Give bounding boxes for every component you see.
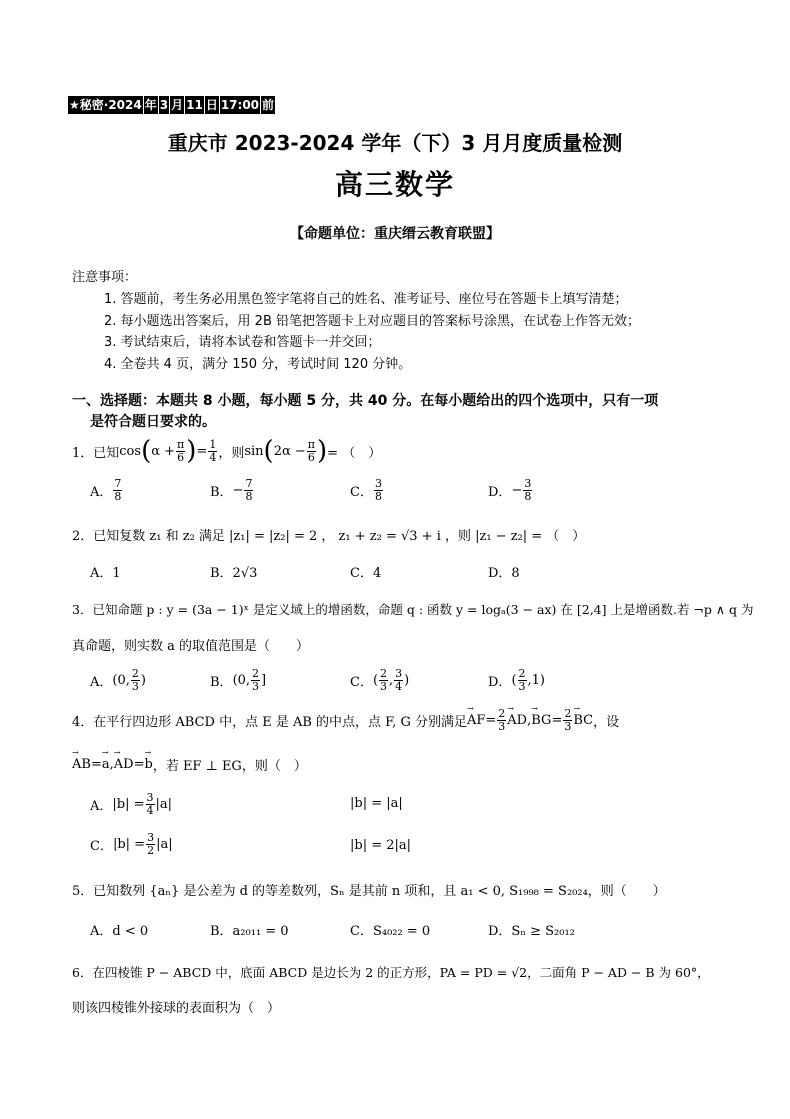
secret-part: 日 xyxy=(205,98,218,112)
option-c[interactable] xyxy=(350,478,384,503)
notice-item: 3. 考试结束后，请将本试卷和答题卡一并交回； xyxy=(104,335,381,350)
question-3-cont: 真命题，则实数 a 的取值范围是（ ） xyxy=(72,639,310,654)
interval-left: ( xyxy=(511,673,517,688)
section-heading-cont: 是符合题日要求的。 xyxy=(90,414,216,430)
option-a[interactable] xyxy=(90,792,172,817)
vector-ad: → AD xyxy=(507,713,527,728)
option-label: C． xyxy=(350,485,373,500)
numerator: 2 xyxy=(564,707,572,720)
denominator: 6 xyxy=(307,450,315,464)
fraction xyxy=(394,668,403,693)
fraction xyxy=(113,478,122,503)
option-label: C． xyxy=(350,675,373,690)
issuer: 【命题单位：重庆缙云教育联盟】 xyxy=(290,226,500,242)
question-4-cont xyxy=(72,755,307,774)
option-d[interactable]: D．Sₙ ≥ S₂₀₁₂ xyxy=(488,924,575,939)
paren-right: ) xyxy=(186,436,197,466)
numerator: 2 xyxy=(252,667,260,680)
option-c[interactable]: C．4 xyxy=(350,566,382,581)
option-label: A． xyxy=(90,799,113,814)
numerator: 7 xyxy=(245,477,253,490)
equals: = xyxy=(196,443,208,459)
option-b[interactable]: B．2√3 xyxy=(210,566,258,581)
fraction xyxy=(244,478,253,503)
fraction xyxy=(374,478,383,503)
fraction xyxy=(307,439,316,464)
question-6-cont: 则该四棱锥外接球的表面积为（ ） xyxy=(72,1001,281,1016)
comma: , xyxy=(389,673,394,688)
option-a[interactable]: A．d < 0 xyxy=(90,924,149,939)
vector-bg: → BG xyxy=(531,713,551,728)
question-2: 2．已知复数 z₁ 和 z₂ 满足 |z₁| = |z₂| = 2 ， z₁ + z₂ = √3 + i ，则 |z₁ − z₂| = （ ） xyxy=(72,529,586,544)
numerator: 3 xyxy=(395,667,403,680)
fraction xyxy=(523,478,532,503)
numerator: 3 xyxy=(374,477,382,490)
q4-text: 4．在平行四边形 ABCD 中，点 E 是 AB 的中点，点 F, G 分别满足 xyxy=(72,715,467,730)
denominator: 4 xyxy=(209,450,217,464)
q1-tail: = （ ） xyxy=(327,445,382,461)
comma: , xyxy=(109,757,114,772)
option-a[interactable] xyxy=(90,478,123,503)
denominator: 8 xyxy=(524,490,532,503)
interval-left: (0, xyxy=(112,673,130,688)
secret-part: 年 xyxy=(144,98,157,112)
interval-left: (0, xyxy=(232,673,251,688)
option-label: B． xyxy=(210,675,233,690)
secret-part: 11 xyxy=(186,98,203,112)
fraction xyxy=(251,668,260,693)
sign: − xyxy=(511,483,523,498)
option-c[interactable] xyxy=(350,668,409,693)
option-label: A． xyxy=(90,675,113,690)
option-a[interactable] xyxy=(90,668,146,693)
q1-text: ，则 xyxy=(218,445,245,461)
question-4 xyxy=(72,708,619,733)
paren-right: ) xyxy=(317,436,328,466)
option-label: D． xyxy=(488,675,512,690)
question-6: 6．在四棱锥 P − ABCD 中，底面 ABCD 是边长为 2 的正方形，PA = PD = √2，二面角 P − AD − B 为 60°， xyxy=(72,965,710,980)
q4-text: ，设 xyxy=(593,715,620,730)
comma: , xyxy=(527,713,532,728)
option-label: D． xyxy=(488,485,512,500)
vector-b: → b xyxy=(144,757,152,772)
option-d[interactable]: |b| = 2|a| xyxy=(350,838,412,853)
denominator: 8 xyxy=(374,490,382,503)
fraction xyxy=(146,792,155,817)
option-expr: |b| = xyxy=(112,797,145,812)
interval-right: ) xyxy=(140,673,146,688)
denominator: 4 xyxy=(395,680,403,693)
subject-title: 高三数学 xyxy=(334,168,455,201)
fraction xyxy=(208,439,217,464)
exam-title: 重庆市 2023-2024 学年（下）3 月月度质量检测 xyxy=(167,131,623,155)
fraction xyxy=(131,668,140,693)
notice-item: 1. 答题前，考生务必用黑色签字笔将自己的姓名、准考证号、座位号在答题卡上填写清楚； xyxy=(104,292,628,307)
numerator: 2 xyxy=(498,707,506,720)
option-label: B． xyxy=(210,485,233,500)
denominator: 8 xyxy=(245,490,253,503)
secret-part: 3 xyxy=(159,98,169,112)
fraction xyxy=(176,439,185,464)
option-c[interactable]: C．S₄₀₂₂ = 0 xyxy=(350,924,431,939)
fraction xyxy=(518,668,527,693)
equals: = xyxy=(485,713,497,728)
denominator: 4 xyxy=(146,804,154,817)
option-b[interactable] xyxy=(210,668,266,693)
option-b[interactable]: B．a₂₀₁₁ = 0 xyxy=(210,924,289,939)
option-label: C． xyxy=(90,839,113,854)
option-expr: |a| xyxy=(156,837,173,852)
numerator: 2 xyxy=(131,667,139,680)
interval-right: ] xyxy=(261,673,267,688)
denominator: 3 xyxy=(380,680,388,693)
numerator: 1 xyxy=(209,437,217,451)
paren-left: ( xyxy=(141,436,152,466)
numerator: 3 xyxy=(524,477,532,490)
option-b[interactable]: |b| = |a| xyxy=(350,796,403,811)
option-label: A． xyxy=(90,485,113,500)
numerator: π xyxy=(307,437,316,451)
option-a[interactable]: A．1 xyxy=(90,566,121,581)
numerator: 7 xyxy=(114,477,122,490)
question-1 xyxy=(72,436,381,466)
denominator: 3 xyxy=(252,680,260,693)
fraction xyxy=(563,708,572,733)
option-expr: |b| = xyxy=(112,837,146,852)
q1-text: 1．已知 xyxy=(72,445,120,461)
q1-cos: cos xyxy=(119,443,142,459)
denominator: 3 xyxy=(131,680,139,693)
equals: = xyxy=(551,713,563,728)
question-5: 5．已知数列 {aₙ} 是公差为 d 的等差数列，Sₙ 是其前 n 项和，且 a₁ < 0, S₁₉₉₈ = S₂₀₂₄，则（ ） xyxy=(72,884,666,899)
option-b[interactable] xyxy=(210,478,254,503)
section-heading: 一、选择题：本题共 8 小题，每小题 5 分，共 40 分。在每小题给出的四个选项中，只有一项 xyxy=(72,393,659,409)
option-expr: |a| xyxy=(155,797,173,812)
notice-heading: 注意事项： xyxy=(72,270,138,285)
q4-text: ，若 EF ⊥ EG，则（ ） xyxy=(152,759,307,774)
sign: − xyxy=(232,483,244,498)
denominator: 2 xyxy=(147,844,155,857)
option-c[interactable] xyxy=(90,832,173,857)
fraction xyxy=(497,708,506,733)
q1-sin: sin xyxy=(244,443,264,459)
vector-a: → a xyxy=(102,757,110,772)
equals: = xyxy=(133,757,145,772)
numerator: π xyxy=(177,437,185,451)
interval-right: ) xyxy=(404,673,410,688)
q1-two-alpha: 2α − xyxy=(273,443,306,459)
vector-af: → AF xyxy=(467,713,485,728)
numerator: 2 xyxy=(518,667,526,680)
denominator: 8 xyxy=(114,490,122,503)
paren-left: ( xyxy=(263,436,274,466)
fraction xyxy=(146,832,155,857)
option-d[interactable] xyxy=(488,668,545,693)
question-3: 3．已知命题 p : y = (3a − 1)ˣ 是定义域上的增函数，命题 q : 函数 y = logₐ(3 − ax) 在 [2,4] 上是增函数.若 ¬p ∧ q 为 xyxy=(72,602,754,617)
option-d[interactable]: D．8 xyxy=(488,566,520,581)
numerator: 3 xyxy=(147,831,155,844)
notice-item: 2. 每小题选出答案后，用 2B 铅笔把答题卡上对应题目的答案标号涂黑，在试卷上作答无效； xyxy=(104,314,640,329)
numerator: 2 xyxy=(380,667,388,680)
fraction xyxy=(379,668,388,693)
denominator: 3 xyxy=(518,680,526,693)
notice-item: 4. 全卷共 4 页，满分 150 分，考试时间 120 分钟。 xyxy=(104,357,412,372)
denominator: 6 xyxy=(177,450,185,464)
secret-part: 月 xyxy=(171,98,184,112)
vector-ad: → AD xyxy=(114,757,134,772)
q1-alpha: α + xyxy=(151,443,176,459)
vector-ab: → AB xyxy=(72,757,91,772)
denominator: 3 xyxy=(498,720,506,733)
interval-left: ( xyxy=(372,673,379,688)
numerator: 3 xyxy=(146,791,154,804)
secret-part: ★秘密·2024 xyxy=(69,98,142,112)
confidential-tag xyxy=(68,96,275,114)
equals: = xyxy=(90,757,102,772)
secret-part: 17:00 xyxy=(220,98,260,112)
vector-bc: → BC xyxy=(573,713,593,728)
interval-right: ,1) xyxy=(527,673,545,688)
option-d[interactable] xyxy=(488,478,533,503)
denominator: 3 xyxy=(564,720,572,733)
secret-part: 前 xyxy=(262,98,275,112)
